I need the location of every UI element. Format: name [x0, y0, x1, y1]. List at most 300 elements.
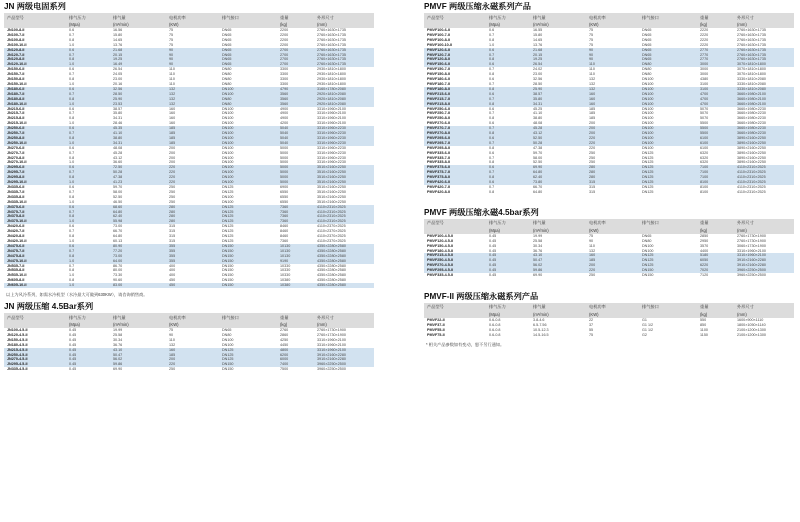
column-header: 重量	[277, 313, 314, 321]
spec-cell: 0.7	[69, 189, 75, 194]
spec-cell: DN150	[219, 259, 277, 264]
model-cell: PMVF150-6-II	[424, 62, 486, 67]
spec-table	[4, 13, 374, 288]
column-unit: (KW)	[166, 321, 219, 328]
spec-cell: 59.86	[110, 362, 166, 367]
spec-cell: 4790	[277, 87, 314, 92]
spec-cell: 0.45	[486, 253, 530, 258]
column-header: 排气量	[530, 13, 586, 21]
spec-table	[424, 303, 794, 338]
model-cell: JN295-4.5-II	[4, 362, 66, 367]
column-header: 排气接口	[219, 13, 277, 21]
spec-cell: 25.58	[113, 332, 123, 337]
spec-cell: 160	[586, 253, 639, 258]
spec-cell: 48.08	[113, 145, 123, 150]
spec-cell: 850	[700, 322, 707, 327]
spec-cell: 2930×1810×1800	[317, 67, 346, 72]
spec-cell: 2100×1200×1300	[737, 327, 766, 332]
spec-cell: DN100	[642, 145, 654, 150]
section-title: JN 两级电固系列	[4, 2, 66, 11]
spec-cell: 0.45	[489, 238, 497, 243]
spec-cell: 2700	[277, 48, 314, 53]
spec-cell: DN150	[222, 278, 234, 283]
spec-cell: 3510×2160×2250	[317, 194, 346, 199]
spec-cell: 52.50	[530, 136, 586, 141]
model-cell: PMVF37-II	[427, 322, 445, 327]
spec-cell: 2760	[280, 328, 289, 333]
spec-cell: 4110×2310×2525	[737, 189, 766, 194]
spec-cell: 4380	[700, 77, 709, 82]
spec-cell: 2200	[280, 37, 289, 42]
spec-cell: 315	[589, 189, 596, 194]
spec-cell: DN100	[222, 194, 234, 199]
spec-cell: 75	[589, 37, 594, 42]
column-unit: (mm)	[314, 21, 374, 28]
spec-cell: 220	[166, 180, 219, 185]
spec-cell: 3960×2250×2500	[317, 367, 346, 372]
spec-cell: 3510×2160×2250	[317, 199, 346, 204]
model-cell: JN150-10-II	[7, 81, 27, 86]
model-cell: JN215-7-II	[7, 111, 25, 116]
spec-cell: 2220	[700, 42, 709, 47]
spec-cell: DN125	[219, 353, 277, 358]
column-header: 重量	[697, 303, 734, 311]
spec-cell: 47.38	[533, 145, 543, 150]
spec-cell: 0.6	[486, 165, 530, 170]
spec-cell: 34.31	[113, 116, 123, 121]
spec-cell: 0.6	[69, 28, 75, 32]
spec-cell: 3510×2160×2250	[314, 175, 374, 180]
spec-cell: 34.31	[110, 141, 166, 146]
spec-cell: 280	[166, 219, 219, 224]
model-cell: JN150-6-II	[7, 67, 25, 72]
spec-cell: 4110×2310×2525	[734, 165, 794, 170]
spec-cell: 1.0	[69, 160, 75, 165]
model-cell: JN535-8-II	[7, 268, 25, 273]
column-header: 电机功率	[586, 219, 639, 227]
spec-cell: 1600×900×1110	[737, 317, 764, 322]
spec-cell: DN65	[222, 32, 232, 37]
spec-cell: 3310×1960×2100	[317, 111, 346, 116]
spec-cell: 4350×2280×2580	[314, 244, 374, 249]
column-unit	[424, 21, 486, 28]
spec-cell: 3310×1960×2230	[314, 126, 374, 131]
model-cell: PMVF180-4.5-II	[427, 248, 454, 253]
spec-cell: 3510×2160×2250	[314, 165, 374, 170]
spec-cell: 5000	[280, 150, 289, 155]
spec-cell: 2760×1630×1735	[314, 62, 374, 67]
model-cell: PMVF250-6-II	[427, 106, 450, 111]
spec-cell: 7100	[697, 170, 734, 175]
spec-cell: 3330×1810×2080	[737, 81, 766, 86]
spec-cell: 23.00	[533, 72, 543, 77]
model-cell: JN120-8-II	[4, 57, 66, 62]
spec-cell: 43.12	[113, 155, 123, 160]
column-header: 排气接口	[639, 219, 697, 227]
spec-cell: DN80	[219, 102, 277, 107]
spec-cell: 14.5-16.5	[533, 332, 549, 337]
spec-cell: 5000	[277, 170, 314, 175]
spec-cell: DN65	[639, 48, 697, 53]
spec-cell: 69.90	[533, 273, 543, 278]
column-unit: (KW)	[586, 21, 639, 28]
column-header: 重量	[277, 13, 314, 21]
spec-cell: 0.8	[69, 278, 75, 283]
spec-cell: 4400	[700, 248, 709, 253]
spec-cell: 0.6	[66, 165, 110, 170]
spec-cell: 2200	[280, 32, 289, 37]
spec-cell: 1.0	[66, 259, 110, 264]
spec-cell: 75	[169, 28, 174, 32]
spec-cell: 220	[586, 136, 639, 141]
spec-cell: 0.6	[489, 28, 495, 32]
model-cell: PMVF270-7-II	[424, 126, 486, 131]
spec-cell: 0.7	[66, 170, 110, 175]
spec-cell: 2920×1810×2080	[314, 97, 374, 102]
spec-cell: DN65	[642, 28, 652, 32]
spec-cell: 4110×2310×2525	[314, 214, 374, 219]
spec-cell: 3300	[280, 72, 289, 77]
spec-cell: 1.0	[66, 102, 110, 107]
column-header: 排气压力	[486, 13, 530, 21]
spec-cell: 45.35	[110, 126, 166, 131]
model-cell: JN295-8-II	[4, 175, 66, 180]
model-cell: PMVF420-8-II	[427, 189, 450, 194]
spec-cell: DN125	[219, 357, 277, 362]
spec-cell: 90.60	[113, 278, 123, 283]
spec-cell: 0.8	[486, 131, 530, 136]
spec-cell: 2100×1200×1300	[737, 332, 766, 337]
model-cell: PMVF375-6-II	[424, 165, 486, 170]
column-unit: (Mpa)	[486, 21, 530, 28]
spec-cell: 3310×1960×2230	[317, 155, 346, 160]
spec-cell: DN100	[639, 136, 697, 141]
header-row	[424, 13, 794, 21]
table-row	[424, 190, 794, 195]
spec-cell: 4110×2370×2525	[317, 238, 346, 243]
column-header: 外形尺寸	[314, 313, 374, 321]
spec-cell: DN65	[222, 42, 232, 47]
spec-cell: DN125	[222, 238, 234, 243]
model-cell: PMVF295-7-II	[424, 141, 486, 146]
header-row	[4, 13, 374, 21]
spec-cell: 1.0	[66, 141, 110, 146]
spec-cell: 28.50	[110, 92, 166, 97]
spec-cell: DN100	[642, 111, 654, 116]
spec-cell: DN80	[219, 97, 277, 102]
spec-cell: 6320	[700, 155, 709, 160]
model-cell: PMVF120-8-II	[424, 57, 486, 62]
section-pmvf	[424, 1, 794, 195]
spec-cell: 38.57	[113, 106, 123, 111]
column-header: 外形尺寸	[734, 13, 794, 21]
model-cell: JN335-6-II	[7, 185, 25, 189]
spec-cell: 160	[586, 102, 639, 107]
spec-cell: 450	[169, 278, 176, 283]
spec-cell: 5500	[697, 131, 734, 136]
spec-cell: 0.6	[66, 48, 110, 53]
spec-cell: 2920×1810×2080	[314, 92, 374, 97]
spec-cell: 62.40	[530, 175, 586, 180]
spec-cell: 64.80	[113, 234, 123, 239]
column-header: 外形尺寸	[734, 303, 794, 311]
spec-cell: 2700	[277, 62, 314, 67]
column-header: 排气压力	[486, 303, 530, 311]
spec-cell: 25.90	[530, 87, 586, 92]
section-title: JN 两级压缩 4.5Bar系列	[4, 302, 94, 312]
spec-cell: DN125	[222, 185, 234, 189]
column-header: 产品型号	[424, 303, 486, 311]
spec-cell: 250	[589, 150, 596, 155]
model-cell: JN250-6-II	[4, 126, 66, 131]
model-cell: JN150-8-II	[7, 77, 25, 82]
spec-cell: 3330×1810×2080	[734, 87, 794, 92]
spec-cell: 20.16	[113, 81, 123, 86]
spec-cell: 2220	[700, 28, 709, 32]
model-cell: JN215-6-II	[7, 106, 25, 111]
table-row	[4, 283, 374, 288]
spec-cell: 160	[586, 97, 639, 102]
model-cell: JN100-7-II	[7, 32, 25, 37]
spec-cell: 0.6-0.8	[489, 327, 501, 332]
spec-cell: 75	[169, 37, 174, 42]
spec-cell: 160	[586, 92, 639, 97]
spec-cell: 315	[169, 238, 176, 243]
spec-cell: 38.80	[110, 136, 166, 141]
spec-cell: 1800×1050×1140	[737, 322, 766, 327]
spec-cell: 0.7	[486, 97, 530, 102]
spec-cell: DN65	[219, 53, 277, 58]
spec-cell: 0.6	[489, 106, 495, 111]
spec-cell: 3890×2160×2250	[737, 145, 766, 150]
spec-cell: 3660×1980×2100	[734, 92, 794, 97]
spec-cell: 0.8	[66, 214, 110, 219]
spec-cell: 6000	[277, 357, 314, 362]
model-cell: JN250-8-II	[4, 136, 66, 141]
spec-cell: 6320	[700, 160, 709, 165]
spec-cell: DN125	[222, 229, 234, 234]
spec-cell: 2760×1630×1735	[737, 32, 766, 37]
spec-cell: 3310×1960×2100	[317, 116, 346, 121]
spec-cell: 0.6	[66, 205, 110, 210]
spec-cell: 37	[589, 322, 594, 327]
spec-cell: 3070×1810×1800	[737, 72, 766, 77]
spec-cell: 23.53	[110, 102, 166, 107]
spec-cell: 185	[166, 141, 219, 146]
spec-cell: DN100	[639, 97, 697, 102]
spec-cell: 43.10	[110, 348, 166, 353]
spec-cell: 250	[169, 367, 176, 372]
spec-cell: 10380	[277, 283, 314, 288]
spec-cell: 16.49	[110, 62, 166, 67]
spec-cell: 6.5-7.56	[533, 322, 547, 327]
column-header: 重量	[697, 13, 734, 21]
table-row	[424, 273, 794, 278]
spec-cell: 0.6	[69, 185, 75, 189]
model-cell: JN100-8-II	[7, 28, 25, 32]
spec-cell: 50.28	[110, 170, 166, 175]
spec-cell: 14.65	[113, 37, 123, 42]
spec-cell: DN100	[219, 92, 277, 97]
spec-cell: 0.7	[486, 126, 530, 131]
model-cell: JN100-4.5-II	[7, 328, 28, 333]
column-header: 排气压力	[486, 219, 530, 227]
model-cell: JN535-10-II	[7, 273, 27, 278]
spec-cell: 110	[169, 81, 175, 86]
spec-cell: 200	[586, 263, 639, 268]
model-cell: JN475-10-II	[4, 259, 66, 264]
spec-cell: 0.7	[66, 53, 110, 58]
column-unit	[639, 311, 697, 318]
spec-cell: 30.34	[113, 337, 123, 342]
spec-cell: 0.8	[69, 116, 75, 121]
spec-cell: 132	[589, 77, 596, 82]
spec-cell: 7100	[697, 175, 734, 180]
spec-cell: DN125	[642, 185, 654, 189]
spec-cell: DN80	[642, 238, 652, 243]
spec-cell: 45.28	[530, 126, 586, 131]
spec-cell: DN150	[642, 273, 654, 278]
column-header: 排气量	[110, 313, 166, 321]
model-cell: JN120-10-II	[4, 62, 66, 67]
spec-cell: 3070×1810×1800	[737, 67, 766, 72]
spec-cell: 10130	[277, 254, 314, 259]
spec-cell: 24.02	[533, 67, 543, 72]
header-row	[424, 219, 794, 227]
spec-cell: 59.70	[113, 185, 123, 189]
spec-cell: 0.8	[69, 155, 75, 160]
spec-cell: 20.15	[110, 53, 166, 58]
spec-cell: 4110×2310×2525	[737, 185, 766, 189]
spec-cell: DN125	[219, 219, 277, 224]
spec-cell: 2220	[700, 37, 709, 42]
spec-cell: DN100	[222, 116, 234, 121]
spec-cell: 90	[169, 332, 174, 337]
spec-cell: 6200	[277, 353, 314, 358]
spec-table	[424, 13, 794, 195]
spec-cell: 7360	[280, 238, 289, 243]
spec-cell: 5000	[277, 180, 314, 185]
spec-cell: 5040	[277, 141, 314, 146]
spec-cell: 5040	[277, 131, 314, 136]
spec-cell: 4250	[280, 337, 289, 342]
spec-cell: 2930×1810×1800	[317, 77, 346, 82]
model-cell: PMVF150-8-II	[427, 72, 450, 77]
spec-cell: 36.60	[113, 160, 123, 165]
spec-cell: 315	[169, 224, 176, 229]
spec-cell: DN150	[219, 362, 277, 367]
spec-cell: 7500	[280, 367, 289, 372]
spec-cell: 2760×1630×1735	[317, 32, 346, 37]
column-header: 排气压力	[66, 313, 110, 321]
spec-cell: 3300	[280, 81, 289, 86]
spec-cell: 200	[586, 131, 639, 136]
spec-cell: 0.7	[69, 32, 75, 37]
spec-table	[4, 313, 374, 372]
spec-cell: 2760×1630×1735	[737, 42, 766, 47]
model-cell: JN295-7-II	[4, 170, 66, 175]
spec-cell: 2760×1630×1735	[314, 48, 374, 53]
spec-cell: DN150	[219, 244, 277, 249]
spec-cell: 4350×2280×2580	[314, 259, 374, 264]
spec-cell: 22	[589, 317, 594, 322]
column-unit	[639, 227, 697, 234]
spec-cell: 1.0	[66, 219, 110, 224]
spec-cell: 132	[586, 87, 639, 92]
spec-cell: 36.76	[533, 248, 543, 253]
spec-cell: 110	[169, 72, 175, 77]
column-unit: (mm)	[314, 321, 374, 328]
spec-cell: 0.8	[486, 57, 530, 62]
model-cell: JN270-6-II	[7, 145, 25, 150]
spec-cell: 0.6-0.8	[489, 317, 501, 322]
spec-cell: 5040	[277, 126, 314, 131]
spec-cell: DN125	[639, 263, 697, 268]
spec-cell: 280	[166, 214, 219, 219]
spec-cell: DN65	[222, 37, 232, 42]
spec-cell: 2760×1630×1735	[317, 42, 346, 47]
spec-cell: 3310×1960×2100	[317, 337, 346, 342]
column-unit	[219, 321, 277, 328]
spec-cell: 48.08	[533, 121, 543, 126]
model-cell: PMVF100-7-II	[427, 32, 450, 37]
spec-cell: 3510×2160×2250	[317, 189, 346, 194]
spec-cell: 2760×1630×1735	[737, 28, 766, 32]
spec-cell: 64.80	[530, 170, 586, 175]
model-cell: PMVF22-II	[427, 317, 445, 322]
spec-cell: DN100	[642, 121, 654, 126]
spec-cell: 3890×2160×2250	[737, 150, 766, 155]
spec-cell: 110	[169, 77, 175, 82]
spec-cell: 185	[589, 116, 596, 121]
spec-cell: DN125	[639, 258, 697, 263]
spec-cell: 24.05	[113, 72, 123, 77]
spec-cell: 0.6	[486, 48, 530, 53]
spec-cell: 90	[166, 53, 219, 58]
spec-cell: 3330×1810×2080	[737, 77, 766, 82]
spec-cell: DN100	[222, 155, 234, 160]
spec-cell: 5180	[697, 253, 734, 258]
spec-cell: 64.80	[533, 189, 543, 194]
unit-row	[424, 227, 794, 234]
model-cell: PMVF295-8-II	[427, 145, 450, 150]
spec-cell: 220	[166, 175, 219, 180]
spec-cell: 355	[166, 244, 219, 249]
spec-cell: DN125	[642, 160, 654, 165]
spec-cell: 0.6-0.8	[489, 332, 501, 337]
spec-cell: 185	[166, 136, 219, 141]
spec-cell: 280	[586, 165, 639, 170]
spec-cell: 3660×1980×2100	[734, 97, 794, 102]
column-unit	[424, 311, 486, 318]
spec-cell: DN125	[639, 175, 697, 180]
spec-cell: 4110×2370×2525	[317, 234, 346, 239]
section-title: PMVF-II 两级压缩永磁系列产品	[424, 291, 539, 301]
spec-cell: 200	[586, 126, 639, 131]
spec-cell: 10330	[280, 273, 291, 278]
spec-cell: 0.45	[66, 353, 110, 358]
model-cell: JN335-8-II	[7, 194, 25, 199]
model-cell: JN375-6-II	[4, 205, 66, 210]
spec-cell: 355	[166, 254, 219, 259]
column-header: 排气接口	[639, 13, 697, 21]
spec-cell: 400	[169, 263, 176, 268]
spec-cell: 200	[169, 150, 176, 155]
spec-cell: 50.47	[530, 258, 586, 263]
spec-cell: 2930×1810×1800	[317, 81, 346, 86]
model-cell: JN270-8-II	[7, 155, 25, 160]
spec-cell: DN80	[642, 67, 652, 72]
